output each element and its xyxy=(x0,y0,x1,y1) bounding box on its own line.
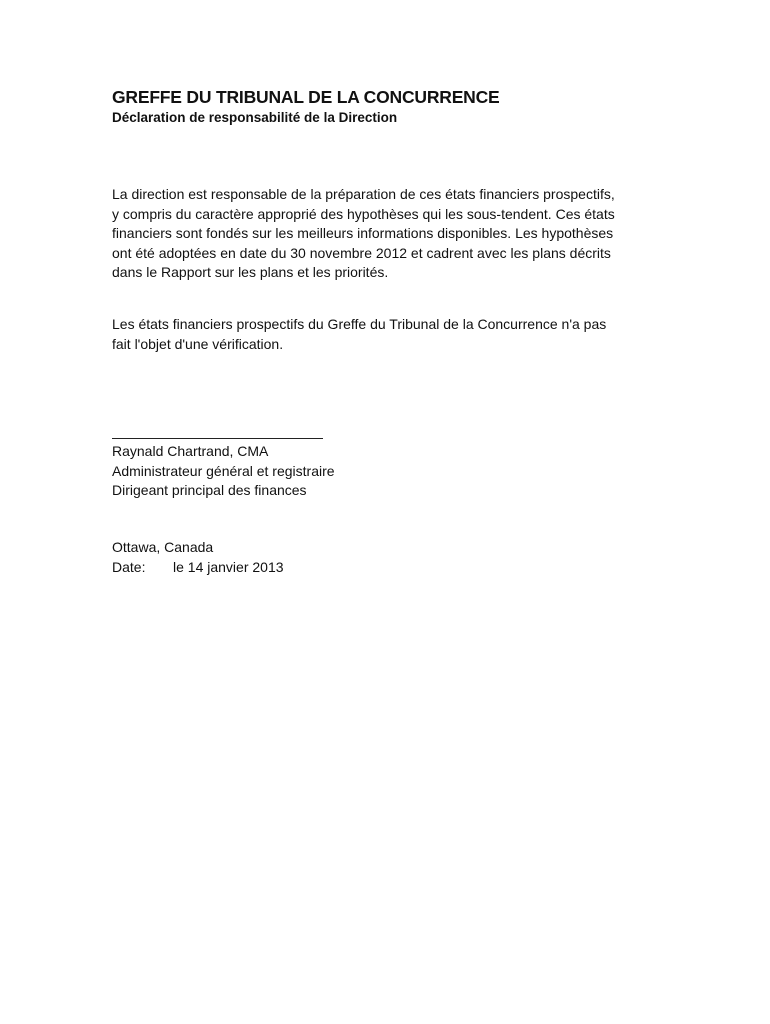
signature-line xyxy=(112,438,323,439)
signature-block xyxy=(112,442,335,501)
signatory-title: Administrateur général et registraire xyxy=(112,462,335,479)
paragraph-line: y compris du caractère approprié des hypothèses qui les sous-tendent. Ces états xyxy=(112,205,615,222)
date-row xyxy=(112,558,284,578)
date-label: Date: xyxy=(112,558,146,575)
paragraph-line: Les états financiers prospectifs du Greffe du Tribunal de la Concurrence n'a pas xyxy=(112,316,607,332)
paragraph-line: fait l'objet d'une vérification. xyxy=(112,335,284,352)
paragraph-line: dans le Rapport sur les plans et les priorités. xyxy=(112,264,389,280)
location: Ottawa, Canada xyxy=(112,539,214,555)
document-subtitle: Déclaration de responsabilité de la Direction xyxy=(112,110,398,125)
paragraph-line: ont été adoptées en date du 30 novembre 2012 et cadrent avec les plans décrits xyxy=(112,244,611,261)
verification-paragraph xyxy=(112,315,672,354)
signatory-role: Dirigeant principal des finances xyxy=(112,482,307,498)
paragraph-line: financiers sont fondés sur les meilleurs informations disponibles. Les hypothèses xyxy=(112,225,614,241)
document-title: GREFFE DU TRIBUNAL DE LA CONCURRENCE xyxy=(112,87,500,107)
place-date-block xyxy=(112,538,284,577)
date-value: le 14 janvier 2013 xyxy=(173,558,284,575)
responsibility-paragraph xyxy=(112,185,672,283)
signatory-name: Raynald Chartrand, CMA xyxy=(112,443,269,459)
paragraph-line: La direction est responsable de la préparation de ces états financiers prospectifs, xyxy=(112,186,615,202)
